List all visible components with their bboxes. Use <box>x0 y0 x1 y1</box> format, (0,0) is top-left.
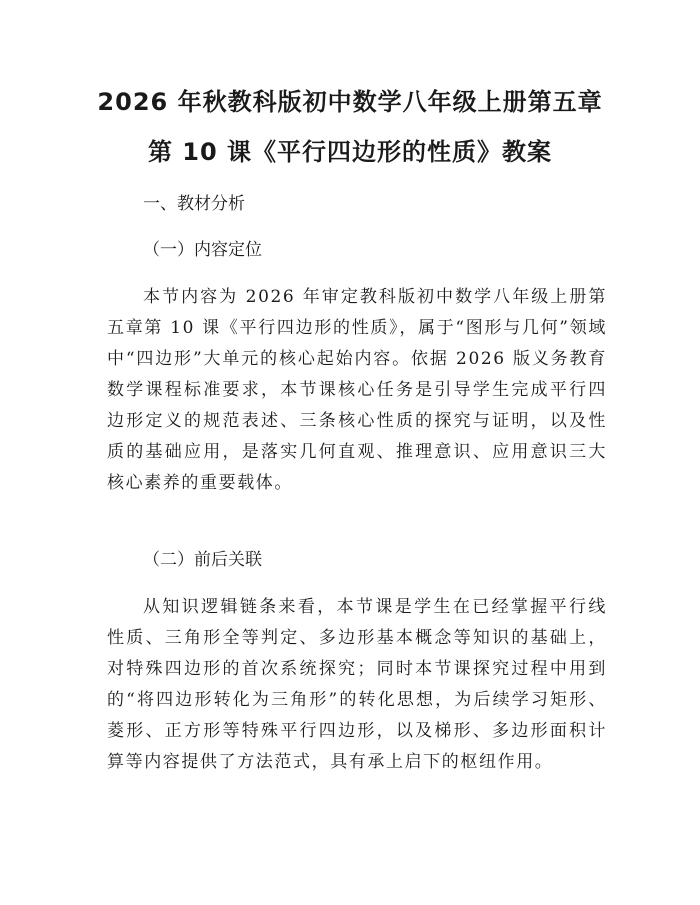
document-title-line-2: 第 10 课《平行四边形的性质》教案 <box>147 138 553 166</box>
paragraph-content-positioning: 本节内容为 2026 年审定教科版初中数学八年级上册第五章第 10 课《平行四边形的性质》，属于“图形与几何”领域中“四边形”大单元的核心起始内容。依据 2026 版义务教育数学课程标准要求，本节课核心任务是引导学生完成平行四边形定义的规范表述、三条核心性质的探究与证明，以及性质的基础应用，是落实几何直观、推理意识、应用意识三大核心素养的重要载体。 <box>107 287 607 493</box>
section-heading-teaching-material-analysis: 一、教材分析 <box>143 194 245 214</box>
document-title-line-1: 2026 年秋教科版初中数学八年级上册第五章 <box>97 88 603 116</box>
subsection-heading-connections: （二）前后关联 <box>143 550 262 570</box>
subsection-heading-content-positioning: （一）内容定位 <box>143 240 262 260</box>
paragraph-connections: 从知识逻辑链条来看，本节课是学生在已经掌握平行线性质、三角形全等判定、多边形基本概念等知识的基础上，对特殊四边形的首次系统探究；同时本节课探究过程中用到的“将四边形转化为三角形”的转化思想，为后续学习矩形、菱形、正方形等特殊平行四边形，以及梯形、多边形面积计算等内容提供了方法范式，具有承上启下的枢纽作用。 <box>107 597 607 772</box>
